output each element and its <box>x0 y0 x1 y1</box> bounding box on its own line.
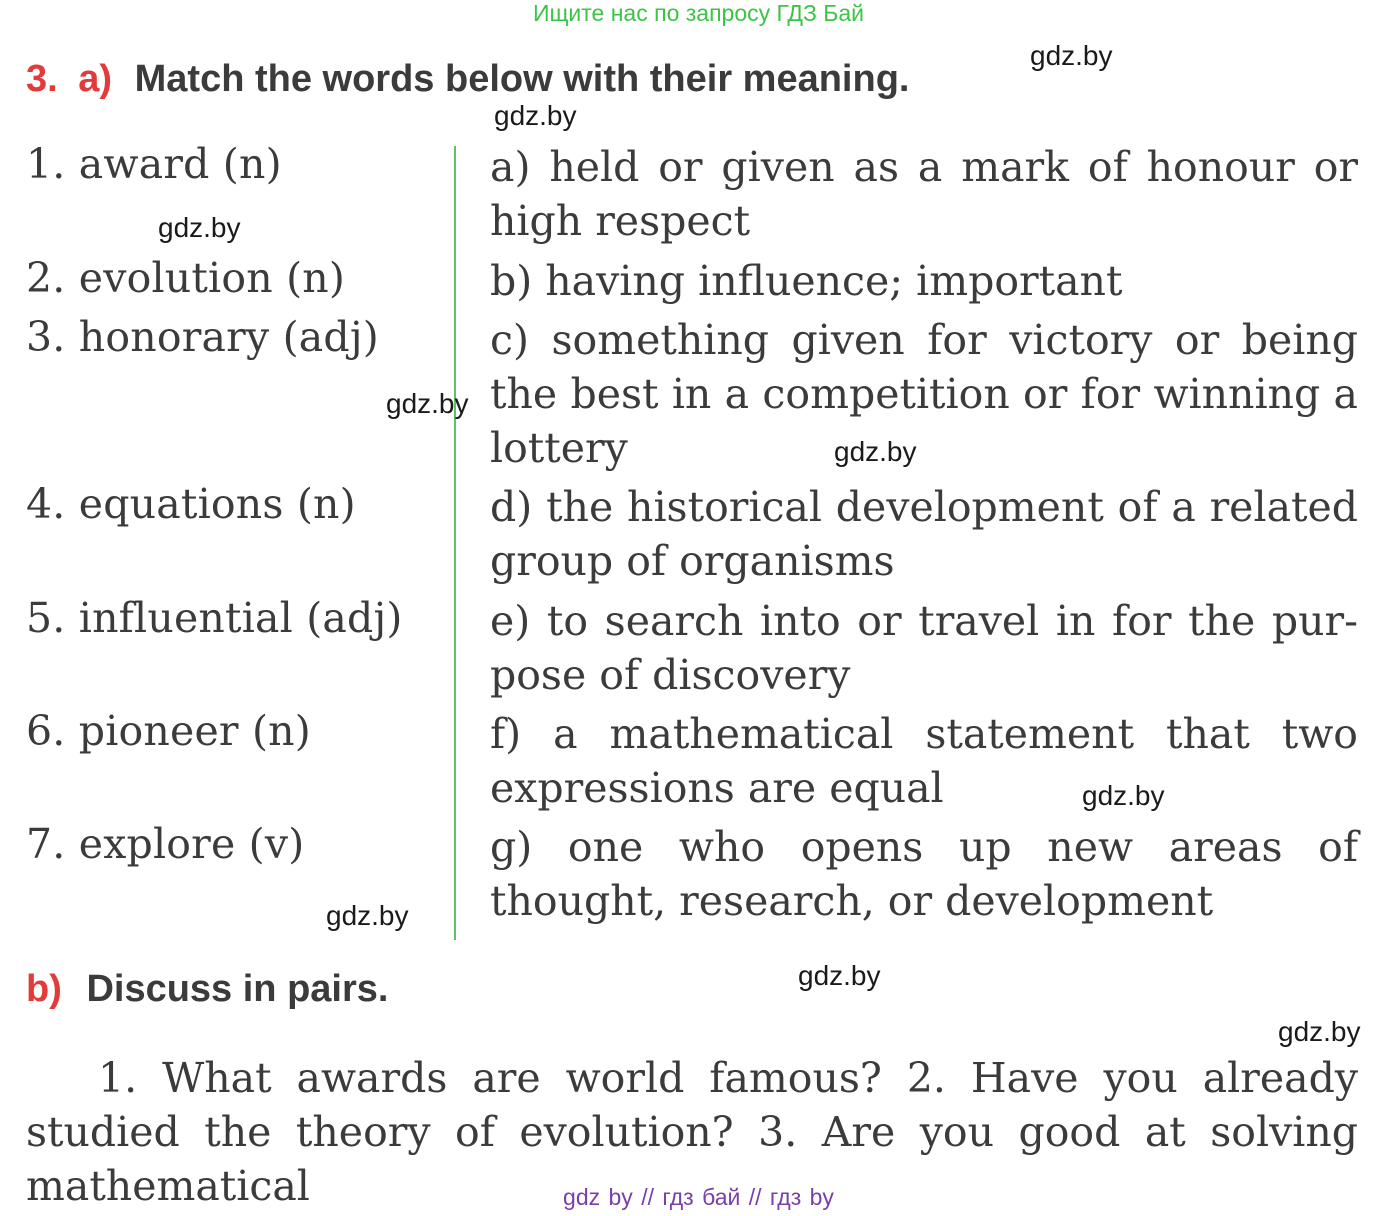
top-banner: Ищите нас по запросу ГДЗ Бай <box>532 0 865 26</box>
watermark: gdz.by <box>798 960 881 991</box>
watermark: gdz.by <box>386 388 469 419</box>
word-explore: 7. explore (v) <box>26 820 305 868</box>
task-b-letter: b) <box>26 968 62 1010</box>
definition-b: b) having influence; important <box>490 257 1123 305</box>
watermark: gdz.by <box>326 900 409 931</box>
definition-g: g) one who opens up new areas of thought, research, or development <box>490 823 1358 925</box>
watermark: gdz.by <box>158 212 241 243</box>
task-b-heading <box>26 968 388 1011</box>
watermark: gdz.by <box>834 436 917 467</box>
definition-e: e) to search into or travel in for the pur-pose of discovery <box>490 597 1358 699</box>
column-divider <box>454 146 456 940</box>
task-a-title: Match the words below with their meaning. <box>134 58 910 100</box>
watermark: gdz.by <box>1278 1016 1361 1047</box>
task-a-letter: a) <box>78 58 113 100</box>
word-pioneer: 6. pioneer (n) <box>26 707 311 755</box>
word-award: 1. award (n) <box>26 140 282 188</box>
word-honorary: 3. honorary (adj) <box>26 313 379 361</box>
watermark: gdz.by <box>494 100 577 131</box>
task-number: 3. <box>26 58 58 100</box>
word-equations: 4. equations (n) <box>26 480 356 528</box>
definition-f: f) a mathematical statement that two expressions are equal <box>490 710 1358 812</box>
definition-d: d) the historical development of a related group of organisms <box>490 483 1358 585</box>
questions-paragraph: 1. What awards are world famous? 2. Have you already studied the theory of evolution? 3. Are you good at solving mathematical <box>26 1054 1358 1210</box>
footer-links: gdz by // гдз бай // гдз by <box>563 1184 834 1210</box>
task-a-heading <box>26 58 909 101</box>
watermark: gdz.by <box>1030 40 1113 71</box>
word-evolution: 2. evolution (n) <box>26 254 346 302</box>
task-b-title: Discuss in pairs. <box>86 968 389 1010</box>
word-influential: 5. influential (adj) <box>26 594 403 642</box>
definition-c: c) something given for victory or being the best in a competition or for winning a lottery <box>490 316 1358 472</box>
watermark: gdz.by <box>1082 780 1165 811</box>
definition-a: a) held or given as a mark of honour or high respect <box>490 143 1358 245</box>
